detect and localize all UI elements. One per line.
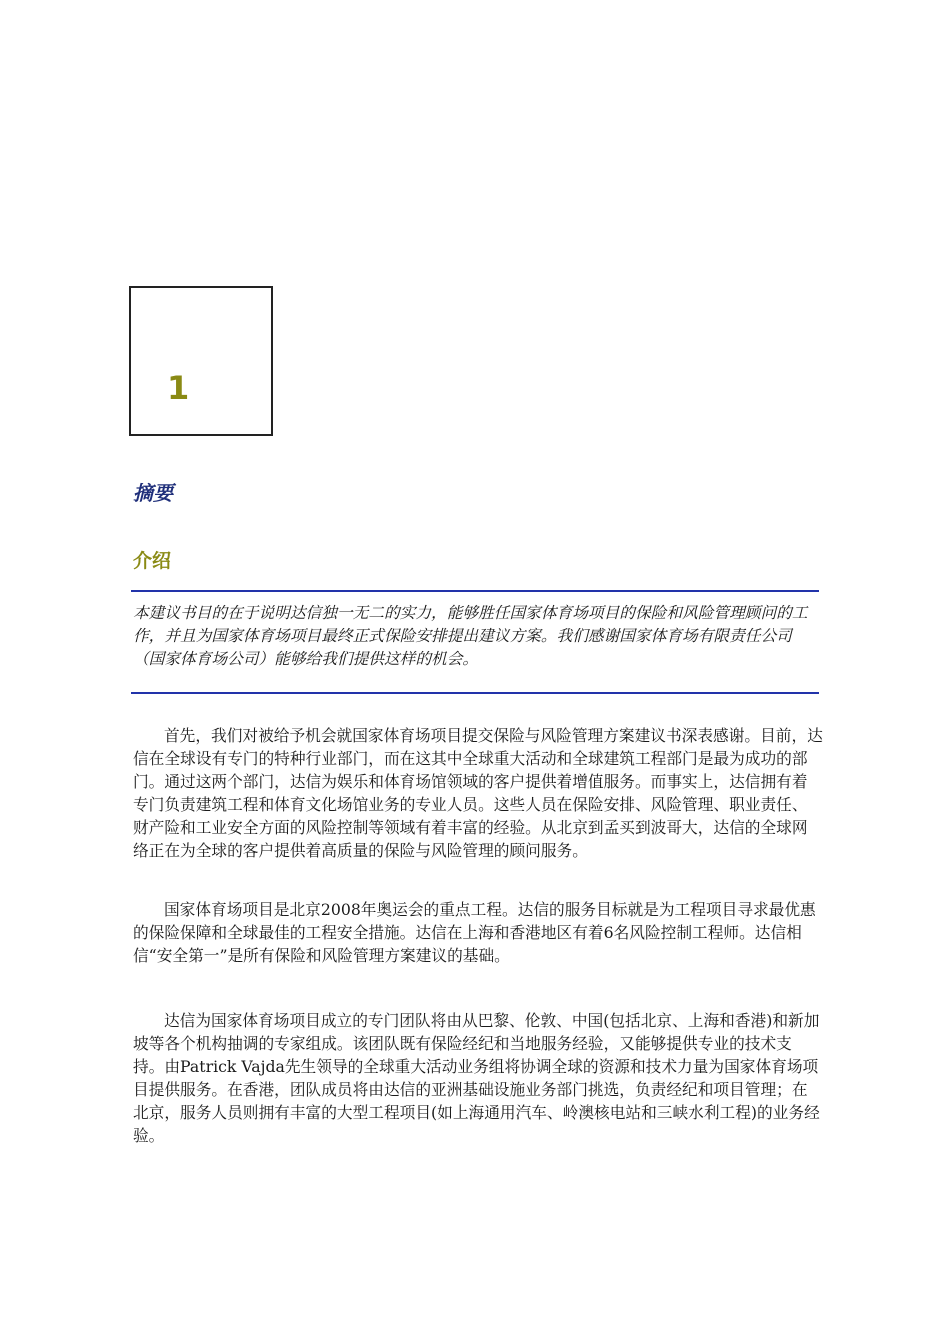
chapter-number-box [129,286,273,436]
body-paragraph-3: 达信为国家体育场项目成立的专门团队将由从巴黎、伦敦、中国(包括北京、上海和香港)和新加坡等各个机构抽调的专家组成。该团队既有保险经纪和当地服务经验，又能够提供专业的技术支持。由Patrick Vajda先生领导的全球重大活动业务组将协调全球的资源和技术力量为国家体育场项目提供服务。在香港，团队成员将由达信的亚洲基础设施业务部门挑选，负责经纪和项目管理；在北京，服务人员则拥有丰富的大型工程项目(如上海通用汽车、岭澳核电站和三峡水利工程)的业务经验。 [133,1011,820,1145]
summary-heading: 摘要 [133,481,173,505]
intro-bottom-rule [131,692,819,694]
section-heading: 介绍 [133,550,172,572]
intro-top-rule [131,590,819,592]
chapter-number: 1 [167,369,190,407]
body-paragraph-1: 首先，我们对被给予机会就国家体育场项目提交保险与风险管理方案建议书深表感谢。目前，达信在全球设有专门的特种行业部门，而在这其中全球重大活动和全球建筑工程部门是最为成功的部门。通过这两个部门，达信为娱乐和体育场馆领域的客户提供着增值服务。而事实上，达信拥有着专门负责建筑工程和体育文化场馆业务的专业人员。这些人员在保险安排、风险管理、职业责任、财产险和工业安全方面的风险控制等领域有着丰富的经验。从北京到孟买到波哥大，达信的全球网络正在为全球的客户提供着高质量的保险与风险管理的顾问服务。 [133,726,823,860]
body-paragraph-2: 国家体育场项目是北京2008年奥运会的重点工程。达信的服务目标就是为工程项目寻求最优惠的保险保障和全球最佳的工程安全措施。达信在上海和香港地区有着6名风险控制工程师。达信相信“安全第一”是所有保险和风险管理方案建议的基础。 [133,900,816,965]
intro-abstract: 本建议书目的在于说明达信独一无二的实力，能够胜任国家体育场项目的保险和风险管理顾问的工作，并且为国家体育场项目最终正式保险安排提出建议方案。我们感谢国家体育场有限责任公司（国家体育场公司）能够给我们提供这样的机会。 [133,603,808,668]
